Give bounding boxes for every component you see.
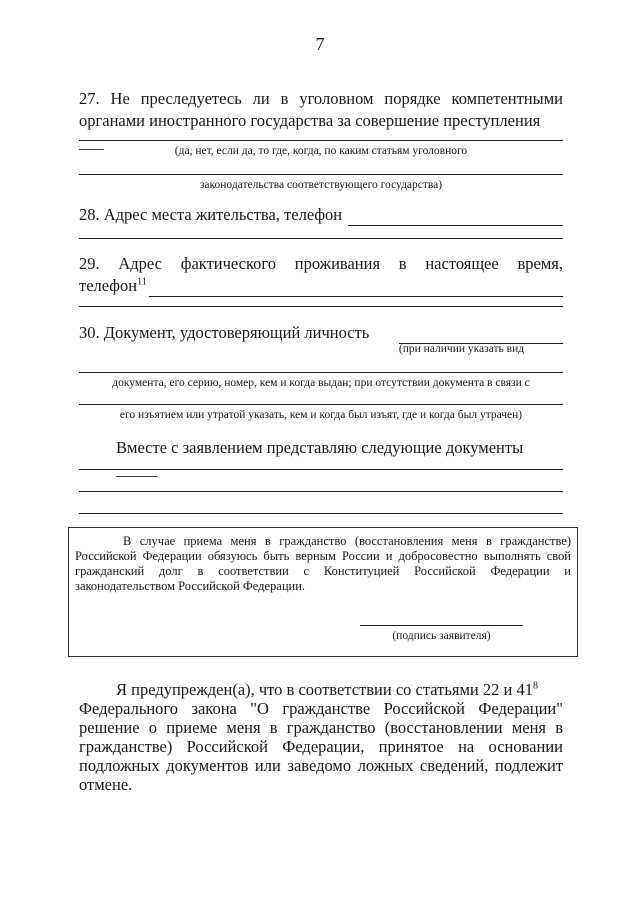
q27-line1: 27. Не преследуетесь ли в уголовном порядке компетентными xyxy=(79,89,563,108)
q29-answer-field[interactable] xyxy=(149,282,563,297)
warning-line-2: Федерального закона "О гражданстве Российской Федерации" xyxy=(79,699,563,718)
documents-line-2[interactable] xyxy=(79,491,563,492)
q30-label: 30. Документ, удостоверяющий личность xyxy=(79,323,370,342)
documents-label: Вместе с заявлением представляю следующие документы _____ xyxy=(116,438,524,479)
warning-line-1: Я предупрежден(а), что в соответствии со статьями 22 и $41^8$ xyxy=(116,680,538,699)
q27-answer-line-1[interactable] xyxy=(79,140,563,141)
q29-word: настоящее xyxy=(425,254,499,273)
oath-box xyxy=(68,527,578,657)
q27-hint-1: (да, нет, если да, то где, когда, по каким статьям уголовного xyxy=(174,145,468,157)
q30-hint-1: (при наличии указать вид xyxy=(398,343,525,355)
q30-answer-line-2[interactable] xyxy=(79,372,563,373)
q29-row2 xyxy=(79,275,563,297)
q30-hint-3: его изъятием или утратой указать, кем и когда был изъят, где и когда был утрачен) xyxy=(119,409,523,421)
q27-line2[interactable]: органами иностранного государства за совершение преступления ___ xyxy=(79,111,541,152)
q28-answer-field[interactable] xyxy=(348,211,563,226)
q27-answer-line-2[interactable] xyxy=(79,174,563,175)
q27-hint-2: законодательства соответствующего государства) xyxy=(199,179,443,191)
q28-answer-line-2[interactable] xyxy=(79,238,563,239)
q30-answer-line-3[interactable] xyxy=(79,404,563,405)
q29-line1 xyxy=(79,253,563,275)
q29-word: в xyxy=(398,254,407,273)
documents-line-3[interactable] xyxy=(79,513,563,514)
warning-line-4: гражданстве) Российской Федерации, принятое на основании xyxy=(79,737,563,756)
q29-word: проживания xyxy=(294,254,381,273)
q29-phone-label: телефон xyxy=(79,276,138,295)
page-number: 7 xyxy=(315,34,325,54)
q30-row xyxy=(79,322,563,344)
q29-word: 29. xyxy=(79,254,100,273)
warning-line-5: подложных документов или заведомо ложных сведений, подлежит xyxy=(79,756,563,775)
q28-row xyxy=(79,204,563,226)
signature-line[interactable] xyxy=(360,625,523,626)
q29-answer-line-2[interactable] xyxy=(79,306,563,307)
q29-footnote: 11 xyxy=(137,276,147,288)
q28-label: 28. Адрес места жительства, телефон xyxy=(79,205,343,224)
q29-word: фактического xyxy=(180,254,276,273)
warning-footnote: 8 xyxy=(532,680,538,692)
q29-word: Адрес xyxy=(118,254,162,273)
documents-line-1[interactable] xyxy=(79,469,563,470)
signature-label: (подпись заявителя) xyxy=(392,630,491,642)
warning-line-6: отмене. xyxy=(79,775,133,794)
q29-word: время, xyxy=(517,254,563,273)
q30-hint-2: документа, его серию, номер, кем и когда выдан; при отсутствии документа в связи с xyxy=(112,377,530,389)
warning-line-3: решение о приеме меня в гражданство (восстановлении меня в xyxy=(79,718,563,737)
oath-text: В случае приема меня в гражданство (восстановления меня в гражданстве) Российской Федерации обязуюсь быть верным России и добросовестно выполнять свой гражданский долг в соответствии с Конституцией Российской Федерации и законодательством Российской Федерации. xyxy=(75,534,571,593)
